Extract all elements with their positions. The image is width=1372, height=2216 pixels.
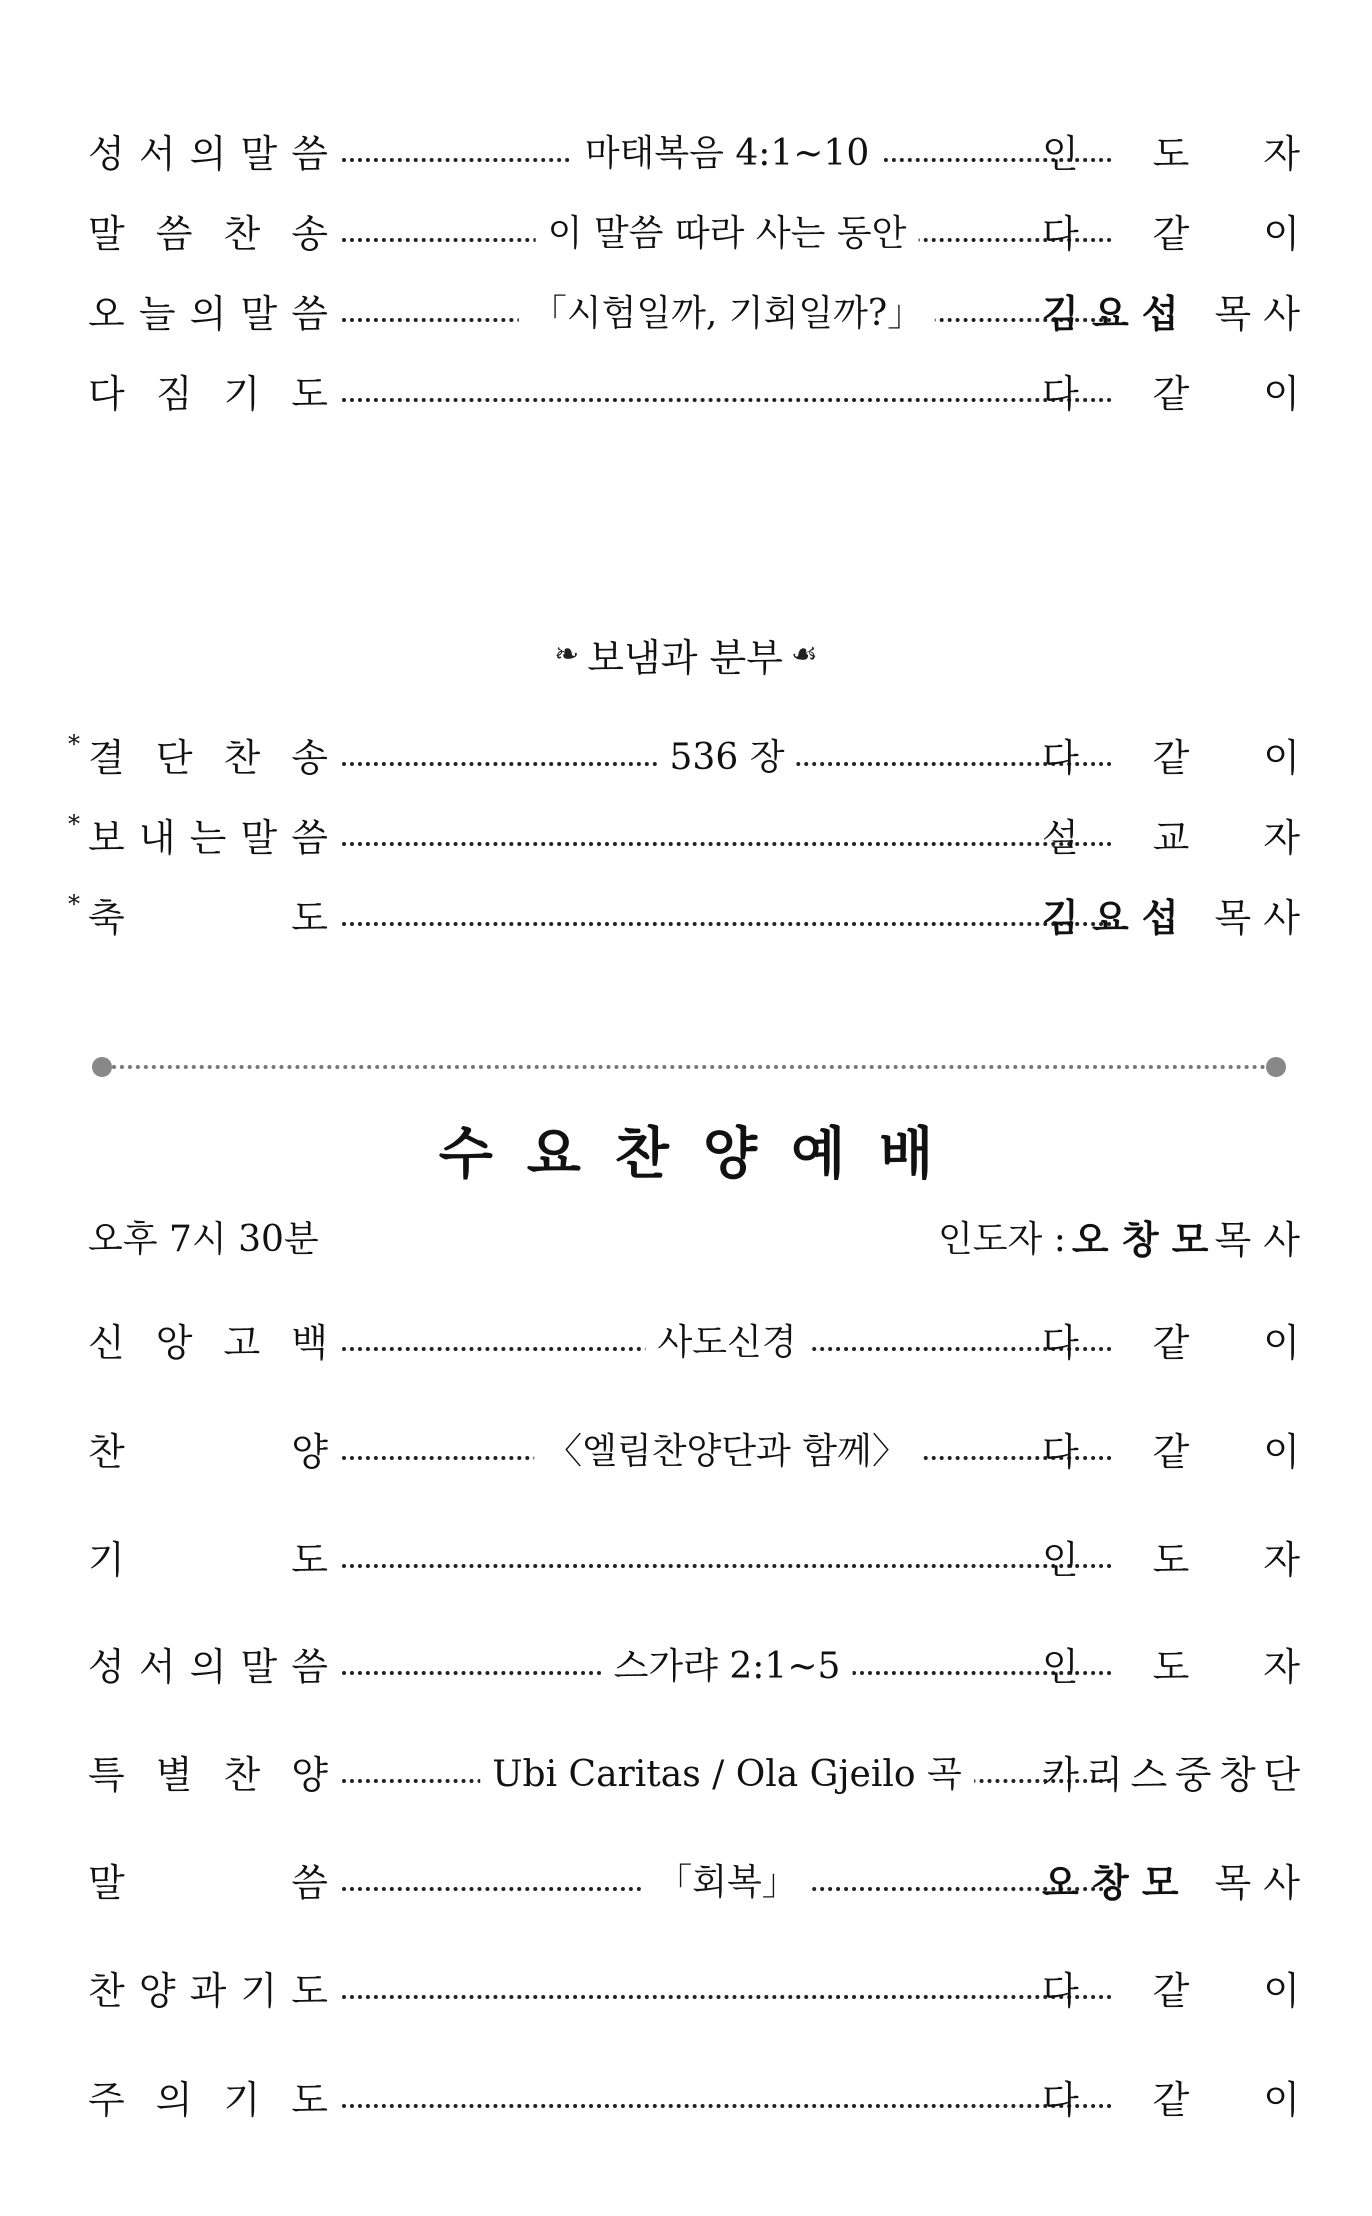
role-char: 카 bbox=[1042, 1752, 1079, 1797]
order-row bbox=[88, 1957, 1300, 2017]
label-char: 과 bbox=[189, 1968, 227, 2013]
dot-leader bbox=[342, 280, 1112, 340]
order-row bbox=[88, 1849, 1300, 1909]
role-char: 자 bbox=[1263, 1644, 1300, 1689]
role-char: 이 bbox=[1263, 735, 1300, 780]
order-item-label bbox=[88, 1309, 328, 1369]
order-row bbox=[88, 280, 1300, 340]
label-char: 앙 bbox=[155, 1320, 193, 1365]
label-char: 말 bbox=[240, 291, 278, 336]
role-char: 이 bbox=[1263, 1320, 1300, 1365]
label-char: 서 bbox=[138, 131, 176, 176]
role-char: 다 bbox=[1042, 211, 1079, 256]
label-char: 의 bbox=[155, 2077, 193, 2122]
leader-dots bbox=[342, 398, 1112, 402]
label-char: 의 bbox=[189, 291, 227, 336]
role-char: 인 bbox=[1042, 131, 1079, 176]
order-row bbox=[88, 200, 1300, 260]
leader-dots bbox=[342, 1995, 1112, 1999]
leader-title: 목 사 bbox=[1214, 291, 1300, 336]
time-row bbox=[88, 1206, 1300, 1266]
dot-leader bbox=[342, 1957, 1112, 2017]
order-row bbox=[88, 1741, 1300, 1801]
label-char: 말 bbox=[240, 1644, 278, 1689]
order-item-label bbox=[88, 884, 328, 944]
label-char: 주 bbox=[88, 2077, 125, 2122]
order-item-label bbox=[88, 200, 328, 260]
label-char: 오 bbox=[88, 291, 125, 336]
order-item-label bbox=[88, 724, 328, 784]
dotted-divider bbox=[92, 1057, 1286, 1077]
leader-info bbox=[938, 1206, 1300, 1266]
order-item-leader bbox=[1042, 884, 1300, 944]
dot-leader bbox=[342, 1309, 1112, 1369]
role-char: 다 bbox=[1042, 371, 1079, 416]
order-item-role bbox=[1042, 1741, 1300, 1801]
label-char: 찬 bbox=[88, 1429, 125, 1474]
label-char: 양 bbox=[138, 1968, 176, 2013]
order-row bbox=[88, 2066, 1300, 2126]
order-item-label bbox=[88, 360, 328, 420]
order-item-content: 마태복음 4:1~10 bbox=[573, 120, 881, 180]
standing-asterisk: * bbox=[68, 890, 80, 918]
divider-dot-left bbox=[92, 1057, 112, 1077]
label-char: 양 bbox=[291, 1752, 328, 1797]
label-char: 찬 bbox=[88, 1968, 125, 2013]
dot-leader bbox=[342, 804, 1112, 864]
label-char: 말 bbox=[240, 131, 278, 176]
label-char: 의 bbox=[189, 131, 227, 176]
label-char: 찬 bbox=[223, 735, 261, 780]
label-char: 양 bbox=[291, 1429, 328, 1474]
role-char: 이 bbox=[1263, 2077, 1300, 2122]
order-item-role bbox=[1042, 724, 1300, 784]
role-char: 도 bbox=[1152, 1644, 1190, 1689]
role-char: 스 bbox=[1130, 1752, 1168, 1797]
dot-leader bbox=[342, 200, 1112, 260]
order-row bbox=[68, 724, 1300, 784]
label-char: 고 bbox=[223, 1320, 261, 1365]
order-item-role bbox=[1042, 2066, 1300, 2126]
dot-leader bbox=[342, 1741, 1112, 1801]
order-item-label bbox=[88, 120, 328, 180]
order-item-label bbox=[88, 1741, 328, 1801]
role-char: 같 bbox=[1152, 2077, 1190, 2122]
dot-leader bbox=[342, 120, 1112, 180]
role-char: 리 bbox=[1086, 1752, 1123, 1797]
order-item-label bbox=[88, 280, 328, 340]
order-item-content: 스가랴 2:1~5 bbox=[602, 1633, 853, 1693]
role-char: 자 bbox=[1263, 815, 1300, 860]
dot-leader bbox=[342, 1849, 1112, 1909]
label-char: 축 bbox=[88, 895, 125, 940]
leader-label: 인도자 : bbox=[938, 1218, 1066, 1260]
role-char: 도 bbox=[1152, 131, 1190, 176]
label-char: 늘 bbox=[138, 291, 176, 336]
label-char: 다 bbox=[88, 371, 125, 416]
role-char: 도 bbox=[1152, 1537, 1190, 1582]
dot-leader bbox=[342, 884, 1112, 944]
label-char: 씀 bbox=[291, 815, 328, 860]
leader-dots bbox=[342, 842, 1112, 846]
order-row bbox=[88, 360, 1300, 420]
role-char: 창 bbox=[1219, 1752, 1256, 1797]
ornament-right-icon: ☙ bbox=[790, 636, 818, 672]
order-item-role bbox=[1042, 804, 1300, 864]
dot-leader bbox=[342, 1418, 1112, 1478]
role-char: 자 bbox=[1263, 1537, 1300, 1582]
label-char: 말 bbox=[88, 211, 125, 256]
label-char: 씀 bbox=[155, 211, 193, 256]
order-item-role bbox=[1042, 120, 1300, 180]
section-title: 보냄과 분부 bbox=[587, 635, 783, 680]
service-time: 오후 7시 30분 bbox=[88, 1218, 319, 1260]
label-char: 송 bbox=[291, 211, 328, 256]
role-char: 자 bbox=[1263, 131, 1300, 176]
role-char: 설 bbox=[1042, 815, 1079, 860]
order-item-label bbox=[88, 1633, 328, 1693]
divider-dot-right bbox=[1266, 1057, 1286, 1077]
order-item-label bbox=[88, 1418, 328, 1478]
role-char: 이 bbox=[1263, 211, 1300, 256]
order-item-role bbox=[1042, 1526, 1300, 1586]
leader-name: 김 요 섭 bbox=[1042, 895, 1179, 940]
order-item-role bbox=[1042, 360, 1300, 420]
label-char: 말 bbox=[88, 1860, 125, 1905]
label-char: 성 bbox=[88, 1644, 125, 1689]
order-item-leader bbox=[1042, 1849, 1300, 1909]
order-row bbox=[68, 804, 1300, 864]
label-char: 씀 bbox=[291, 1644, 328, 1689]
label-char: 백 bbox=[291, 1320, 328, 1365]
leader-title: 목 사 bbox=[1214, 1217, 1300, 1262]
order-item-content: 「회복」 bbox=[644, 1849, 810, 1909]
leader-dots bbox=[342, 1564, 1112, 1568]
section-heading bbox=[0, 624, 1372, 684]
dot-leader bbox=[342, 1633, 1112, 1693]
label-char: 성 bbox=[88, 131, 125, 176]
dot-leader bbox=[342, 1526, 1112, 1586]
standing-asterisk: * bbox=[68, 730, 80, 758]
order-item-label bbox=[88, 1957, 328, 2017]
label-char: 도 bbox=[291, 895, 328, 940]
order-item-content: 「시험일까, 기회일까?」 bbox=[519, 280, 935, 340]
role-char: 이 bbox=[1263, 371, 1300, 416]
label-char: 특 bbox=[88, 1752, 125, 1797]
order-item-content: 사도신경 bbox=[645, 1309, 808, 1369]
role-char: 같 bbox=[1152, 1429, 1190, 1474]
order-item-label bbox=[88, 1526, 328, 1586]
role-char: 교 bbox=[1152, 815, 1190, 860]
label-char: 도 bbox=[291, 2077, 328, 2122]
standing-asterisk: * bbox=[68, 810, 80, 838]
order-item-label bbox=[88, 2066, 328, 2126]
order-row bbox=[88, 1633, 1300, 1693]
role-char: 다 bbox=[1042, 1429, 1079, 1474]
order-item-label bbox=[88, 1849, 328, 1909]
label-char: 도 bbox=[291, 1968, 328, 2013]
dot-leader bbox=[342, 360, 1112, 420]
label-char: 단 bbox=[155, 735, 193, 780]
role-char: 이 bbox=[1263, 1968, 1300, 2013]
label-char: 의 bbox=[189, 1644, 227, 1689]
leader-title: 목 사 bbox=[1214, 895, 1300, 940]
label-char: 찬 bbox=[223, 1752, 261, 1797]
order-item-role bbox=[1042, 1418, 1300, 1478]
role-char: 이 bbox=[1263, 1429, 1300, 1474]
role-char: 다 bbox=[1042, 1320, 1079, 1365]
leader-dots bbox=[342, 2104, 1112, 2108]
label-char: 기 bbox=[223, 2077, 261, 2122]
order-row bbox=[88, 1418, 1300, 1478]
order-item-content: Ubi Caritas / Ola Gjeilo 곡 bbox=[480, 1741, 974, 1801]
order-item-role bbox=[1042, 200, 1300, 260]
dot-leader bbox=[342, 2066, 1112, 2126]
order-item-content: 〈엘림찬양단과 함께〉 bbox=[534, 1418, 920, 1478]
leader-name: 김 요 섭 bbox=[1042, 291, 1179, 336]
role-char: 같 bbox=[1152, 1320, 1190, 1365]
dot-leader bbox=[342, 724, 1112, 784]
order-row bbox=[88, 120, 1300, 180]
label-char: 씀 bbox=[291, 1860, 328, 1905]
label-char: 내 bbox=[138, 815, 176, 860]
leader-name: 오 창 모 bbox=[1071, 1217, 1209, 1262]
order-row bbox=[68, 884, 1300, 944]
order-item-role bbox=[1042, 1633, 1300, 1693]
role-char: 인 bbox=[1042, 1644, 1079, 1689]
label-char: 기 bbox=[240, 1968, 278, 2013]
role-char: 인 bbox=[1042, 1537, 1079, 1582]
ornament-left-icon: ❧ bbox=[554, 636, 580, 672]
label-char: 결 bbox=[88, 735, 125, 780]
label-char: 씀 bbox=[291, 291, 328, 336]
label-char: 말 bbox=[240, 815, 278, 860]
order-row bbox=[88, 1309, 1300, 1369]
order-item-content: 이 말씀 따라 사는 동안 bbox=[536, 200, 919, 260]
role-char: 다 bbox=[1042, 1968, 1079, 2013]
label-char: 찬 bbox=[223, 211, 261, 256]
label-char: 보 bbox=[88, 815, 125, 860]
role-char: 다 bbox=[1042, 2077, 1079, 2122]
leader-name: 오 창 모 bbox=[1042, 1860, 1179, 1905]
service-title: 수요찬양예배 bbox=[438, 1122, 968, 1187]
label-char: 짐 bbox=[155, 371, 193, 416]
label-char: 도 bbox=[291, 371, 328, 416]
role-char: 다 bbox=[1042, 735, 1079, 780]
role-char: 단 bbox=[1263, 1752, 1300, 1797]
leader-title: 목 사 bbox=[1214, 1860, 1300, 1905]
label-char: 는 bbox=[189, 815, 227, 860]
order-item-role bbox=[1042, 1957, 1300, 2017]
role-char: 같 bbox=[1152, 735, 1190, 780]
label-char: 송 bbox=[291, 735, 328, 780]
role-char: 중 bbox=[1174, 1752, 1212, 1797]
label-char: 도 bbox=[291, 1537, 328, 1582]
label-char: 별 bbox=[155, 1752, 193, 1797]
order-item-role bbox=[1042, 1309, 1300, 1369]
label-char: 서 bbox=[138, 1644, 176, 1689]
label-char: 기 bbox=[223, 371, 261, 416]
divider-line bbox=[104, 1065, 1274, 1069]
label-char: 기 bbox=[88, 1537, 125, 1582]
role-char: 같 bbox=[1152, 371, 1190, 416]
order-item-leader bbox=[1042, 280, 1300, 340]
label-char: 씀 bbox=[291, 131, 328, 176]
order-row bbox=[88, 1526, 1300, 1586]
role-char: 같 bbox=[1152, 211, 1190, 256]
leader-dots bbox=[342, 922, 1112, 926]
role-char: 같 bbox=[1152, 1968, 1190, 2013]
label-char: 신 bbox=[88, 1320, 125, 1365]
order-item-label bbox=[88, 804, 328, 864]
order-item-content: 536 장 bbox=[658, 724, 797, 784]
